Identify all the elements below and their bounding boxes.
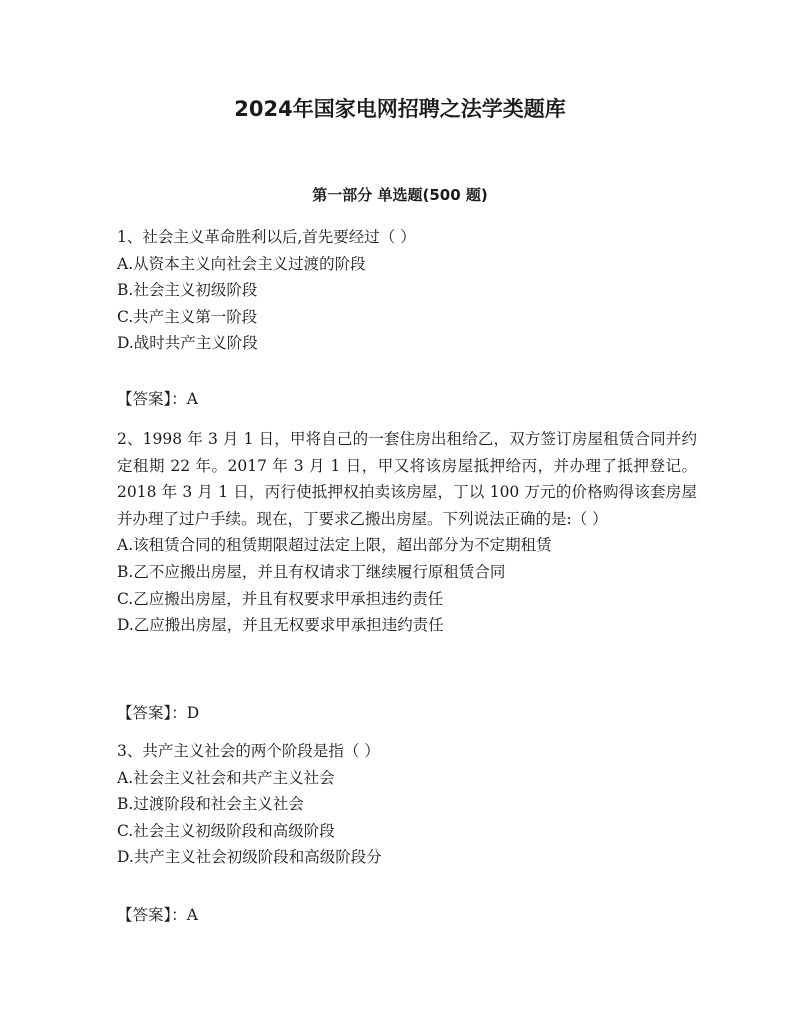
option-d: D.共产主义社会初级阶段和高级阶段分 — [117, 848, 382, 867]
option-a: A.社会主义社会和共产主义社会 — [117, 768, 335, 787]
question-3 — [117, 738, 697, 871]
option-b: B.社会主义初级阶段 — [117, 281, 258, 300]
section-heading: 第一部分 单选题(500 题) — [312, 186, 488, 204]
option-a: A.该租赁合同的租赁期限超过法定上限，超出部分为不定期租赁 — [117, 536, 552, 555]
option-b: B.过渡阶段和社会主义社会 — [117, 795, 304, 814]
answer-label: 【答案】： — [117, 390, 187, 408]
option-c: C.乙应搬出房屋，并且有权要求甲承担违约责任 — [117, 589, 444, 608]
answer-value: A — [186, 390, 198, 408]
option-b: B.乙不应搬出房屋，并且有权请求丁继续履行原租赁合同 — [117, 562, 506, 581]
question-stem: 3、共产主义社会的两个阶段是指（ ） — [117, 742, 380, 760]
answer-2 — [117, 700, 199, 726]
option-c: C.共产主义第一阶段 — [117, 307, 258, 326]
option-d: D.乙应搬出房屋，并且无权要求甲承担违约责任 — [117, 616, 444, 635]
option-a: A.从资本主义向社会主义过渡的阶段 — [117, 254, 366, 273]
answer-1 — [117, 386, 198, 412]
answer-3 — [117, 902, 198, 928]
answer-value: A — [186, 906, 198, 924]
question-2 — [117, 426, 697, 639]
answer-label: 【答案】： — [117, 906, 187, 924]
question-stem: 2、1998 年 3 月 1 日，甲将自己的一套住房出租给乙，双方签订房屋租赁合同并约定租期 22 年。2017 年 3 月 1 日，甲又将该房屋抵押给丙，并办理了抵押登记。2018 年 3 月 1 日，丙行使抵押权拍卖该房屋，丁以 100 万元的价格购得该套房屋并办理了过户手续。现在，丁要求乙搬出房屋。下列说法正确的是:（ ） — [117, 430, 697, 528]
option-c: C.社会主义初级阶段和高级阶段 — [117, 821, 335, 840]
option-d: D.战时共产主义阶段 — [117, 334, 258, 353]
answer-value: D — [186, 704, 200, 722]
question-1 — [117, 224, 697, 357]
question-stem: 1、社会主义革命胜利以后,首先要经过（ ） — [117, 228, 416, 246]
document-title: 2024年国家电网招聘之法学类题库 — [234, 97, 566, 121]
answer-label: 【答案】： — [117, 704, 187, 722]
